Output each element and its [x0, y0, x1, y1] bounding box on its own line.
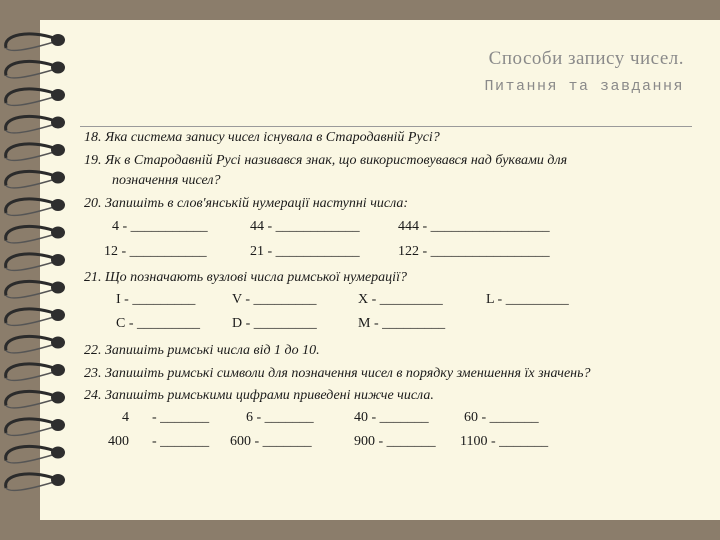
binding-ring	[6, 446, 65, 463]
slavic-item: 44 - ____________	[250, 219, 360, 234]
binding-ring	[6, 281, 65, 298]
binding-ring	[6, 254, 65, 271]
convert-number: 400	[108, 434, 129, 449]
convert-item: 40 - _______	[354, 410, 429, 425]
binding-ring	[6, 61, 65, 78]
slavic-item: 12 - ___________	[104, 244, 207, 259]
slavic-item: 444 - _________________	[398, 219, 550, 234]
binding-ring	[6, 199, 65, 216]
binding-ring	[6, 34, 65, 51]
slavic-item: 4 - ___________	[112, 219, 208, 234]
question-20: 20. Запишіть в слов'янській нумерації наступні числа:	[84, 196, 409, 211]
binding-ring	[6, 144, 65, 161]
binding-ring	[6, 226, 65, 243]
roman-item: M - _________	[358, 316, 446, 331]
binding-ring	[6, 336, 65, 353]
slide-subtitle: Питання та завдання	[484, 78, 684, 95]
convert-item: 60 - _______	[464, 410, 539, 425]
binding-ring	[6, 309, 65, 326]
question-24: 24. Запишіть римськими цифрами приведені нижче числа.	[84, 388, 434, 403]
question-19-line2: позначення чисел?	[112, 173, 221, 188]
roman-item: L - _________	[486, 292, 569, 307]
roman-item: V - _________	[232, 292, 317, 307]
binding-ring	[6, 391, 65, 408]
question-22: 22. Запишіть римські числа від 1 до 10.	[84, 343, 320, 358]
title-divider	[80, 126, 692, 127]
binding-ring	[6, 89, 65, 106]
convert-item: 6 - _______	[246, 410, 314, 425]
question-18: 18. Яка система запису чисел існувала в Стародавній Русі?	[84, 130, 440, 145]
convert-blank: - _______	[152, 434, 210, 449]
roman-item: I - _________	[116, 292, 196, 307]
spiral-binding	[0, 0, 80, 540]
convert-item: 600 - _______	[230, 434, 312, 449]
slavic-item: 122 - _________________	[398, 244, 550, 259]
question-19-line1: 19. Як в Стародавній Русі називався знак, що використовувався над буквами для	[84, 153, 568, 168]
binding-ring	[6, 419, 65, 436]
slide-title: Способи запису чисел.	[488, 48, 684, 69]
binding-ring	[6, 364, 65, 381]
slavic-item: 21 - ____________	[250, 244, 360, 259]
convert-item: 900 - _______	[354, 434, 436, 449]
roman-item: X - _________	[358, 292, 443, 307]
convert-number: 4	[122, 410, 129, 425]
roman-item: D - _________	[232, 316, 317, 331]
convert-blank: - _______	[152, 410, 210, 425]
question-21: 21. Що позначають вузлові числа римської нумерації?	[84, 270, 407, 285]
question-23: 23. Запишіть римські символи для позначення чисел в порядку зменшення їх значень?	[84, 366, 591, 381]
binding-ring	[6, 116, 65, 133]
convert-item: 1100 - _______	[460, 434, 549, 449]
binding-ring	[6, 474, 65, 491]
binding-ring	[6, 171, 65, 188]
roman-item: C - _________	[116, 316, 200, 331]
